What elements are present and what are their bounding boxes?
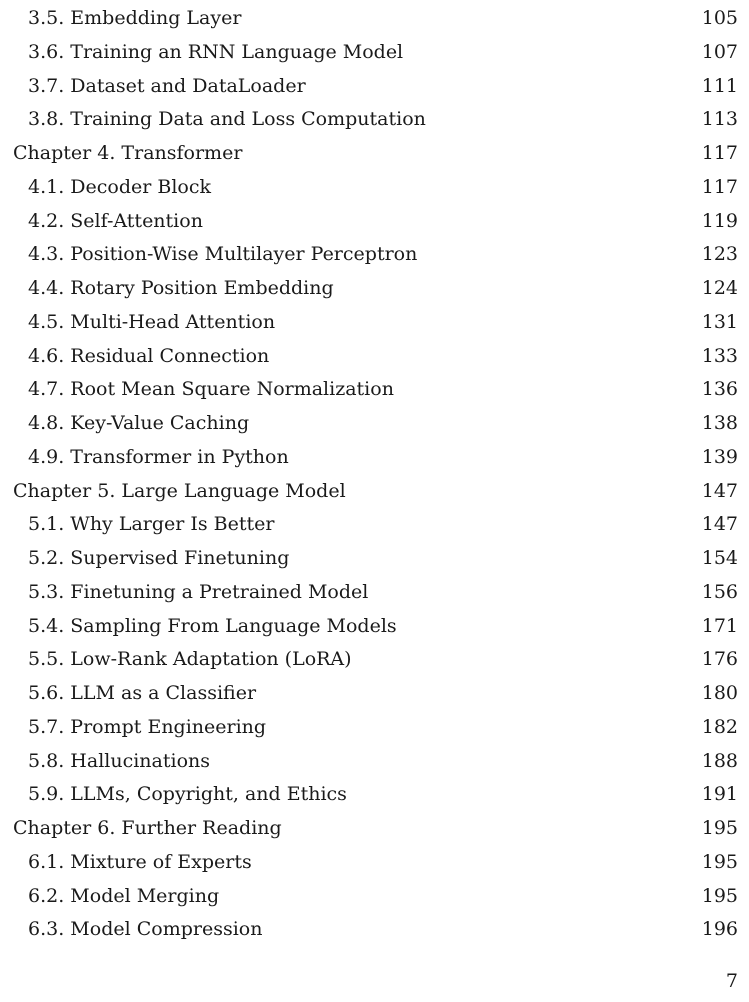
toc-entry-title: 4.6. Residual Connection <box>28 344 270 367</box>
toc-entry[interactable] <box>0 508 749 542</box>
toc-entry-title: 4.2. Self-Attention <box>28 209 203 232</box>
toc-entry-title: 4.3. Position-Wise Multilayer Perceptron <box>28 243 418 266</box>
toc-entry-page: 117 <box>701 175 738 198</box>
toc-entry-page: 156 <box>701 580 738 603</box>
toc-entry-title: 5.8. Hallucinations <box>28 749 211 772</box>
toc-entry-title: 3.7. Dataset and DataLoader <box>28 74 306 97</box>
toc-chapter-title: Chapter 6. Further Reading <box>13 817 282 839</box>
toc-entry-page: 136 <box>701 378 738 401</box>
toc-entry[interactable] <box>0 407 749 441</box>
toc-entry-page: 131 <box>701 310 738 333</box>
toc-entry-title: 5.7. Prompt Engineering <box>28 715 267 738</box>
toc-entry-page: 105 <box>701 7 738 29</box>
toc-entry-page: 188 <box>701 749 738 772</box>
toc-entry[interactable] <box>0 171 749 205</box>
toc-entry-title: 3.6. Training an RNN Language Model <box>28 40 404 63</box>
toc-entry-page: 111 <box>701 74 738 97</box>
toc-entry-page: 147 <box>701 513 738 536</box>
toc-entry-title: 3.8. Training Data and Loss Computation <box>28 108 426 131</box>
toc-entry[interactable] <box>0 677 749 711</box>
toc-chapter-entry[interactable] <box>0 137 749 171</box>
toc-entry[interactable] <box>0 745 749 779</box>
toc-entry[interactable] <box>0 778 749 812</box>
toc-entry[interactable] <box>0 610 749 644</box>
toc-chapter-entry[interactable] <box>0 475 749 509</box>
toc-entry-title: 6.1. Mixture of Experts <box>28 850 252 873</box>
toc-entry[interactable] <box>0 272 749 306</box>
toc-entry[interactable] <box>0 340 749 374</box>
toc-chapter-title: Chapter 5. Large Language Model <box>13 479 346 502</box>
toc-entry-page: 138 <box>701 412 738 434</box>
toc-entry-page: 107 <box>701 40 738 63</box>
toc-entry-page: 195 <box>701 850 738 873</box>
toc-entry-title: 5.1. Why Larger Is Better <box>28 513 275 536</box>
toc-entry-page: 176 <box>701 648 738 671</box>
toc-entry-page: 154 <box>701 547 738 569</box>
toc-entry[interactable] <box>0 373 749 407</box>
toc-entry[interactable] <box>0 205 749 239</box>
toc-entry-page: 113 <box>701 108 738 131</box>
toc-entry[interactable] <box>0 913 749 947</box>
toc-entry[interactable] <box>0 441 749 475</box>
toc-entry-title: 5.3. Finetuning a Pretrained Model <box>28 580 369 603</box>
toc-entry-title: 4.9. Transformer in Python <box>28 445 289 468</box>
toc-entry-page: 119 <box>701 209 738 232</box>
toc-entry-page: 124 <box>701 277 738 299</box>
toc-entry-title: 4.5. Multi-Head Attention <box>28 310 276 333</box>
toc-entry-page: 139 <box>701 445 738 468</box>
page-number: 7 <box>725 970 738 992</box>
toc-entry-title: 5.6. LLM as a Classifier <box>28 682 257 704</box>
toc-entry[interactable] <box>0 711 749 745</box>
toc-entry[interactable] <box>0 846 749 880</box>
toc-entry-page: 133 <box>701 344 738 367</box>
toc-entry-title: 4.1. Decoder Block <box>28 175 212 198</box>
toc-entry[interactable] <box>0 103 749 137</box>
toc-entry-title: 5.5. Low-Rank Adaptation (LoRA) <box>28 648 352 671</box>
toc-entry-title: 4.7. Root Mean Square Normalization <box>28 378 394 401</box>
toc-entry[interactable] <box>0 36 749 70</box>
toc-entry-title: 5.2. Supervised Finetuning <box>28 547 290 569</box>
toc-entry[interactable] <box>0 542 749 576</box>
toc-entry-page: 117 <box>701 142 738 164</box>
toc-entry[interactable] <box>0 70 749 104</box>
toc-entry-page: 191 <box>701 783 738 806</box>
toc-entry-page: 182 <box>701 715 738 738</box>
toc-entry-title: 4.4. Rotary Position Embedding <box>28 277 334 299</box>
toc-entry-page: 123 <box>701 243 738 266</box>
toc-entry[interactable] <box>0 880 749 914</box>
toc-entry-title: 6.3. Model Compression <box>28 918 263 941</box>
toc-entry-page: 171 <box>701 614 738 637</box>
toc-chapter-entry[interactable] <box>0 812 749 846</box>
toc-entry[interactable] <box>0 576 749 610</box>
toc-entry-page: 195 <box>701 884 738 907</box>
toc-entry-title: 6.2. Model Merging <box>28 884 220 907</box>
toc-entry-page: 180 <box>701 682 738 704</box>
toc-entry[interactable] <box>0 238 749 272</box>
toc-entry-page: 196 <box>701 918 738 941</box>
toc-entry-title: 3.5. Embedding Layer <box>28 7 242 29</box>
toc-entry-title: 4.8. Key-Value Caching <box>28 412 250 434</box>
toc-entry-title: 5.4. Sampling From Language Models <box>28 614 397 637</box>
toc-entry-page: 147 <box>701 479 738 502</box>
toc-entry[interactable] <box>0 2 749 36</box>
table-of-contents <box>0 2 749 947</box>
toc-chapter-title: Chapter 4. Transformer <box>13 142 243 164</box>
toc-entry-page: 195 <box>701 817 738 839</box>
toc-entry[interactable] <box>0 306 749 340</box>
toc-entry-title: 5.9. LLMs, Copyright, and Ethics <box>28 783 347 806</box>
toc-entry[interactable] <box>0 643 749 677</box>
